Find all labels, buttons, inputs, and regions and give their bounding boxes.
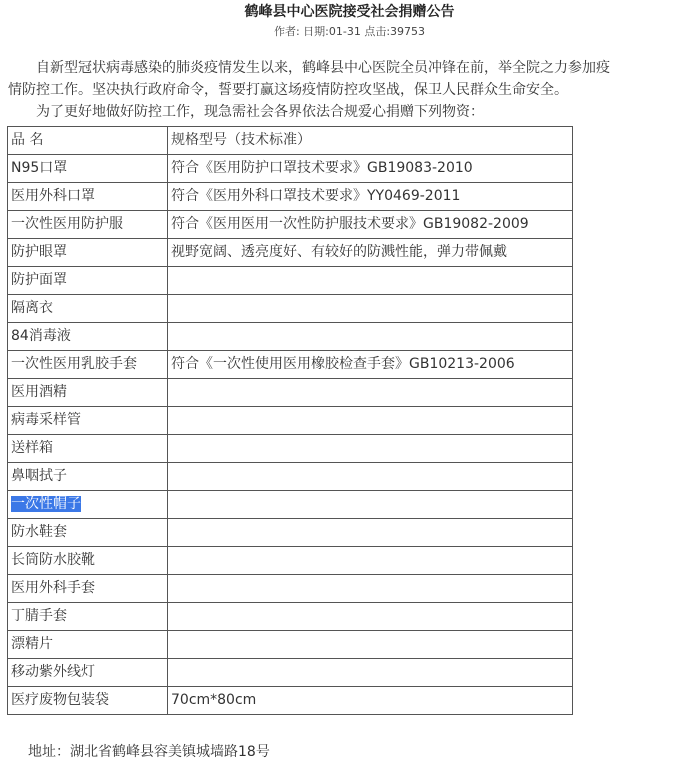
table-row [8,519,573,547]
table-row [8,379,573,407]
table-row [8,547,573,575]
table-row [8,659,573,687]
table-row [8,575,573,603]
article-title: 鹤峰县中心医院接受社会捐赠公告 [244,4,455,20]
table-row [8,155,573,183]
item-name: 漂精片 [8,631,168,659]
table-row [8,407,573,435]
item-name: 医用外科口罩 [8,183,168,211]
header-spec: 规格型号（技术标准） [168,127,573,155]
table-row [8,603,573,631]
item-spec [168,435,573,463]
item-spec [168,659,573,687]
address-line: 地址：湖北省鹤峰县容美镇城墙路18号 [28,744,270,760]
item-name: 一次性医用防护服 [8,211,168,239]
item-spec: 符合《医用外科口罩技术要求》YY0469-2011 [168,183,573,211]
item-spec: 视野宽阔、透亮度好、有较好的防溅性能，弹力带佩戴 [168,239,573,267]
item-spec [168,379,573,407]
item-name: 长筒防水胶靴 [8,547,168,575]
item-spec: 70cm*80cm [168,687,573,715]
table-row [8,435,573,463]
item-name: 鼻咽拭子 [8,463,168,491]
item-name: 医用外科手套 [8,575,168,603]
table-row [8,295,573,323]
item-spec [168,267,573,295]
item-name-selected[interactable] [8,491,168,519]
table-row [8,211,573,239]
item-name: 病毒采样管 [8,407,168,435]
item-spec [168,575,573,603]
item-name: 送样箱 [8,435,168,463]
item-spec [168,631,573,659]
item-spec [168,519,573,547]
item-spec [168,407,573,435]
item-name: 医用酒精 [8,379,168,407]
item-name: 防护面罩 [8,267,168,295]
table-row [8,631,573,659]
item-spec [168,463,573,491]
item-spec: 符合《医用医用一次性防护服技术要求》GB19082-2009 [168,211,573,239]
item-spec [168,547,573,575]
table-row [8,687,573,715]
intro-paragraph-line-2: 情防控工作。坚决执行政府命令，誓要打赢这场疫情防控攻坚战，保卫人民群众生命安全。 [8,82,568,98]
table-row [8,323,573,351]
table-row [8,267,573,295]
table-row [8,491,573,519]
table-row [8,239,573,267]
item-name: 一次性医用乳胶手套 [8,351,168,379]
table-row [8,183,573,211]
table-header-row [8,127,573,155]
item-spec: 符合《医用防护口罩技术要求》GB19083-2010 [168,155,573,183]
intro-paragraph-line-1: 自新型冠状病毒感染的肺炎疫情发生以来，鹤峰县中心医院全员冲锋在前，举全院之力参加疫 [36,60,610,76]
item-name: 防水鞋套 [8,519,168,547]
item-name: 隔离衣 [8,295,168,323]
item-spec [168,295,573,323]
item-spec [168,491,573,519]
header-name: 品 名 [8,127,168,155]
selected-text[interactable]: 一次性帽子 [11,496,81,512]
table-row [8,463,573,491]
item-spec [168,323,573,351]
article-meta: 作者: 日期:01-31 点击:39753 [273,25,426,38]
request-paragraph: 为了更好地做好防控工作，现急需社会各界依法合规爱心捐赠下列物资： [36,104,484,120]
item-name: 医疗废物包装袋 [8,687,168,715]
item-spec: 符合《一次性使用医用橡胶检查手套》GB10213-2006 [168,351,573,379]
item-spec [168,603,573,631]
table-row [8,351,573,379]
item-name: 移动紫外线灯 [8,659,168,687]
donation-items-table [7,126,573,715]
item-name: N95口罩 [8,155,168,183]
item-name: 84消毒液 [8,323,168,351]
item-name: 丁腈手套 [8,603,168,631]
item-name: 防护眼罩 [8,239,168,267]
